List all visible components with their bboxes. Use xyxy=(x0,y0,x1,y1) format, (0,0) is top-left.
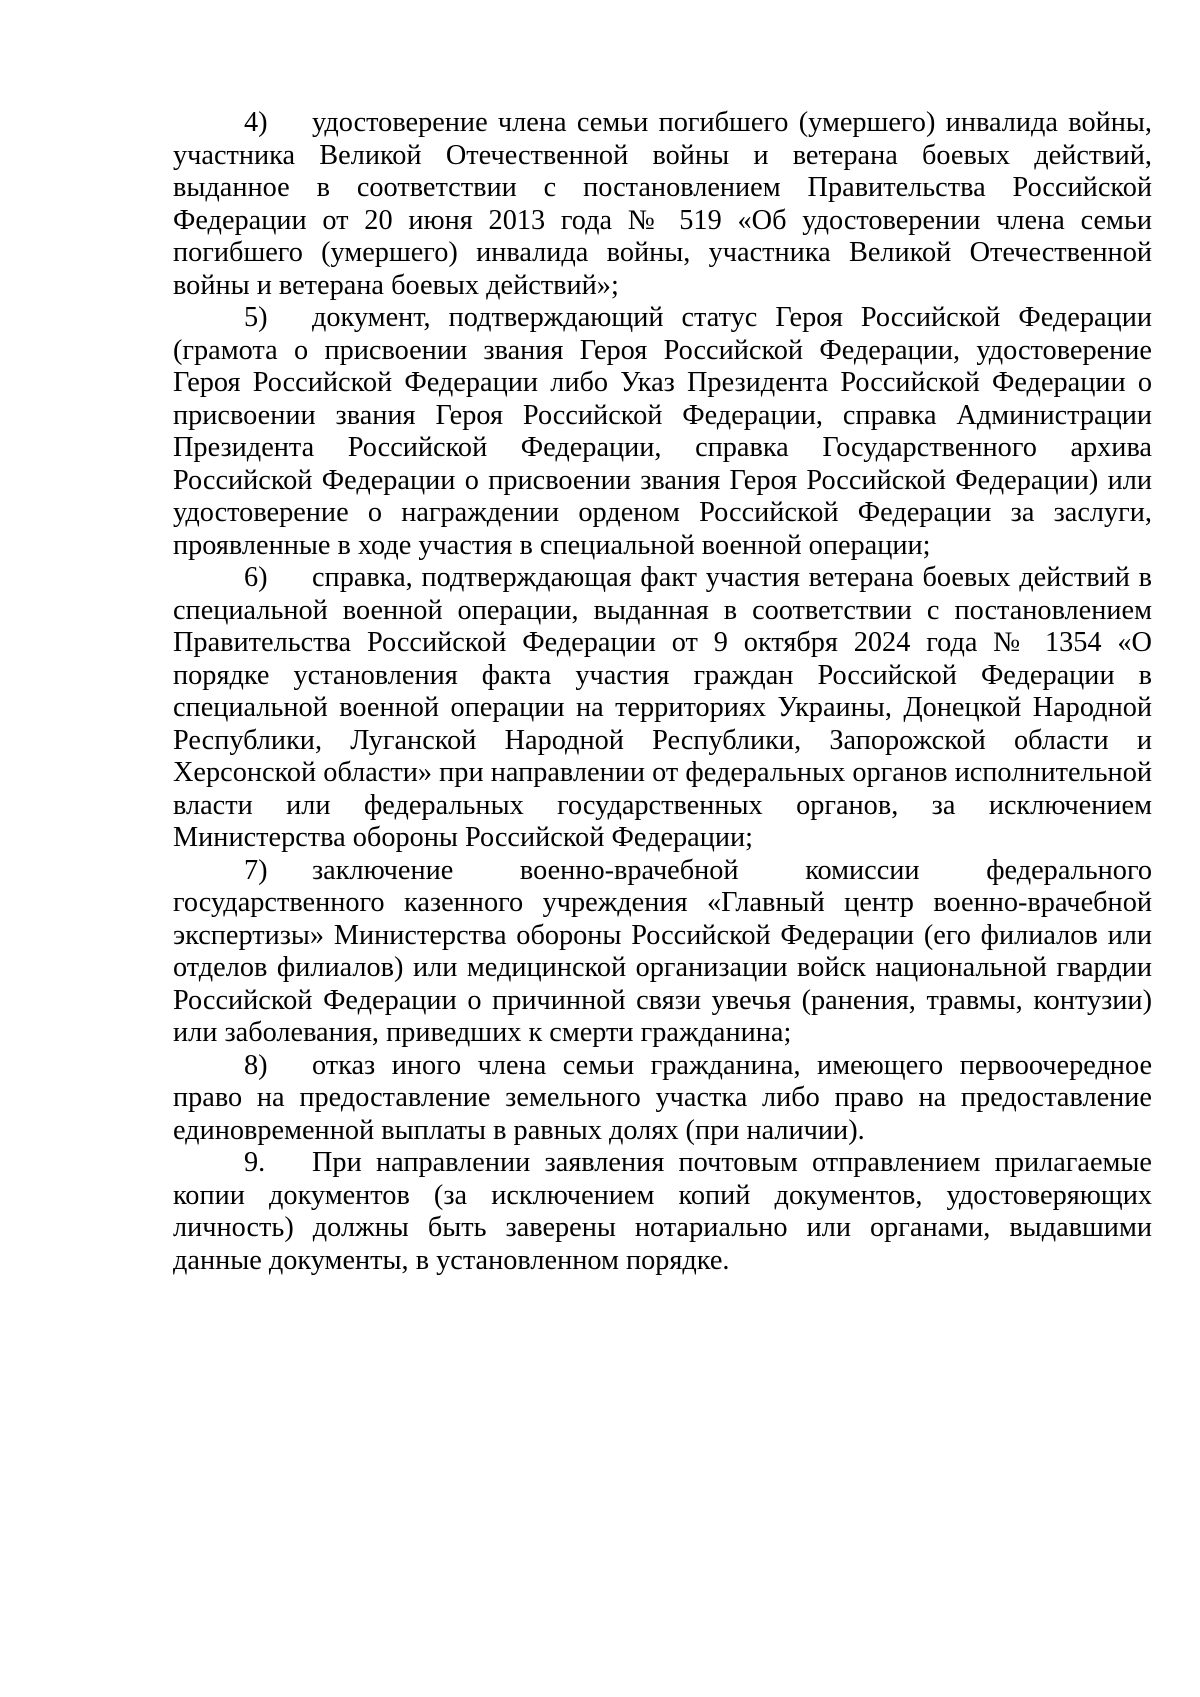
item-text: При направлении заявления почтовым отправлением прилагаемые копии документов (за исключением копий документов, удостоверяющих личность) должны быть заверены нотариально или органами, выдавшими данные документы, в установленном порядке. xyxy=(173,1147,1152,1276)
item-text: удостоверение члена семьи погибшего (умершего) инвалида войны, участника Великой Отечественной войны и ветерана боевых действий, выданное в соответствии с постановлением Правительства Российской Федерации от 20 июня 2013 года № 519 «Об удостоверении члена семьи погибшего (умершего) инвалида войны, участника Великой Отечественной войны и ветерана боевых действий»; xyxy=(173,107,1152,301)
list-item-7 xyxy=(173,855,1152,1050)
list-item-4 xyxy=(173,107,1152,302)
list-item-5 xyxy=(173,302,1152,562)
item-text: справка, подтверждающая факт участия ветерана боевых действий в специальной военной операции, выданная в соответствии с постановлением Правительства Российской Федерации от 9 октября 2024 года № 1354 «О порядке установления факта участия граждан Российской Федерации в специальной военной операции на территориях Украины, Донецкой Народной Республики, Луганской Народной Республики, Запорожской области и Херсонской области» при направлении от федеральных органов исполнительной власти или федеральных государственных органов, за исключением Министерства обороны Российской Федерации; xyxy=(173,562,1152,853)
item-number: 5) xyxy=(244,302,268,333)
item-text: документ, подтверждающий статус Героя Российской Федерации (грамота о присвоении звания Героя Российской Федерации, удостоверение Героя Российской Федерации либо Указ Президента Российской Федерации о присвоении звания Героя Российской Федерации, справка Администрации Президента Российской Федерации, справка Государственного архива Российской Федерации о присвоении звания Героя Российской Федерации) или удостоверение о награждении орденом Российской Федерации за заслуги, проявленные в ходе участия в специальной военной операции; xyxy=(173,302,1152,561)
list-item-6 xyxy=(173,562,1152,855)
item-text: заключение военно-врачебной комиссии федерального государственного казенного учреждения «Главный центр военно-врачебной экспертизы» Министерства обороны Российской Федерации (его филиалов или отделов филиалов) или медицинской организации войск национальной гвардии Российской Федерации о причинной связи увечья (ранения, травмы, контузии) или заболевания, приведших к смерти гражданина; xyxy=(173,854,1152,1048)
paragraph-9 xyxy=(173,1147,1152,1277)
item-number: 8) xyxy=(244,1049,268,1081)
item-number: 9. xyxy=(244,1147,266,1178)
document-page xyxy=(173,107,1152,1277)
item-text: отказ иного члена семьи гражданина, имеющего первоочередное право на предоставление земельного участка либо право на предоставление единовременной выплаты в равных долях (при наличии). xyxy=(173,1049,1152,1146)
item-number: 6) xyxy=(244,562,268,593)
item-number: 7) xyxy=(244,854,268,886)
item-number: 4) xyxy=(244,107,268,138)
list-item-8 xyxy=(173,1050,1152,1148)
